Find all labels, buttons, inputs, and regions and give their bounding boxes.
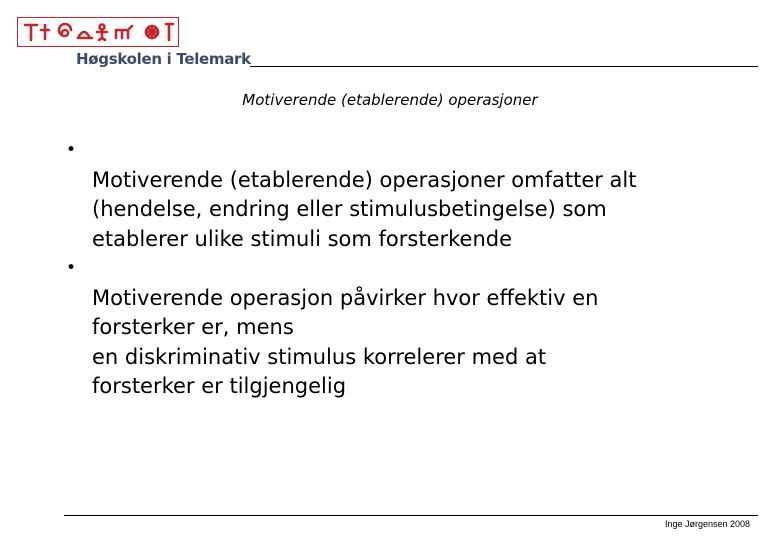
bullet-dot-icon: • <box>66 258 77 278</box>
logo <box>17 17 179 47</box>
school-name: Høgskolen i Telemark <box>76 50 251 68</box>
bullet-text: Motiverende operasjon påvirker hvor effektiv en forsterker er, mens en diskriminativ stimulus korrelerer med at forsterker er tilgjengelig <box>92 285 599 398</box>
rock-carving-glyphs-logo-icon <box>18 18 178 46</box>
header-divider <box>250 66 758 67</box>
bullet-text: Motiverende (etablerende) operasjoner omfatter alt (hendelse, endring eller stimulusbetingelse) som etablerer ulike stimuli som forsterkende <box>92 167 637 251</box>
bullet-item <box>64 136 754 254</box>
footer-divider <box>64 515 758 516</box>
bullet-list <box>64 136 754 402</box>
slide-title: Motiverende (etablerende) operasjoner <box>242 91 538 109</box>
bullet-item <box>64 254 754 402</box>
bullet-dot-icon: • <box>66 140 77 160</box>
footer-credit: Inge Jørgensen 2008 <box>664 519 750 529</box>
